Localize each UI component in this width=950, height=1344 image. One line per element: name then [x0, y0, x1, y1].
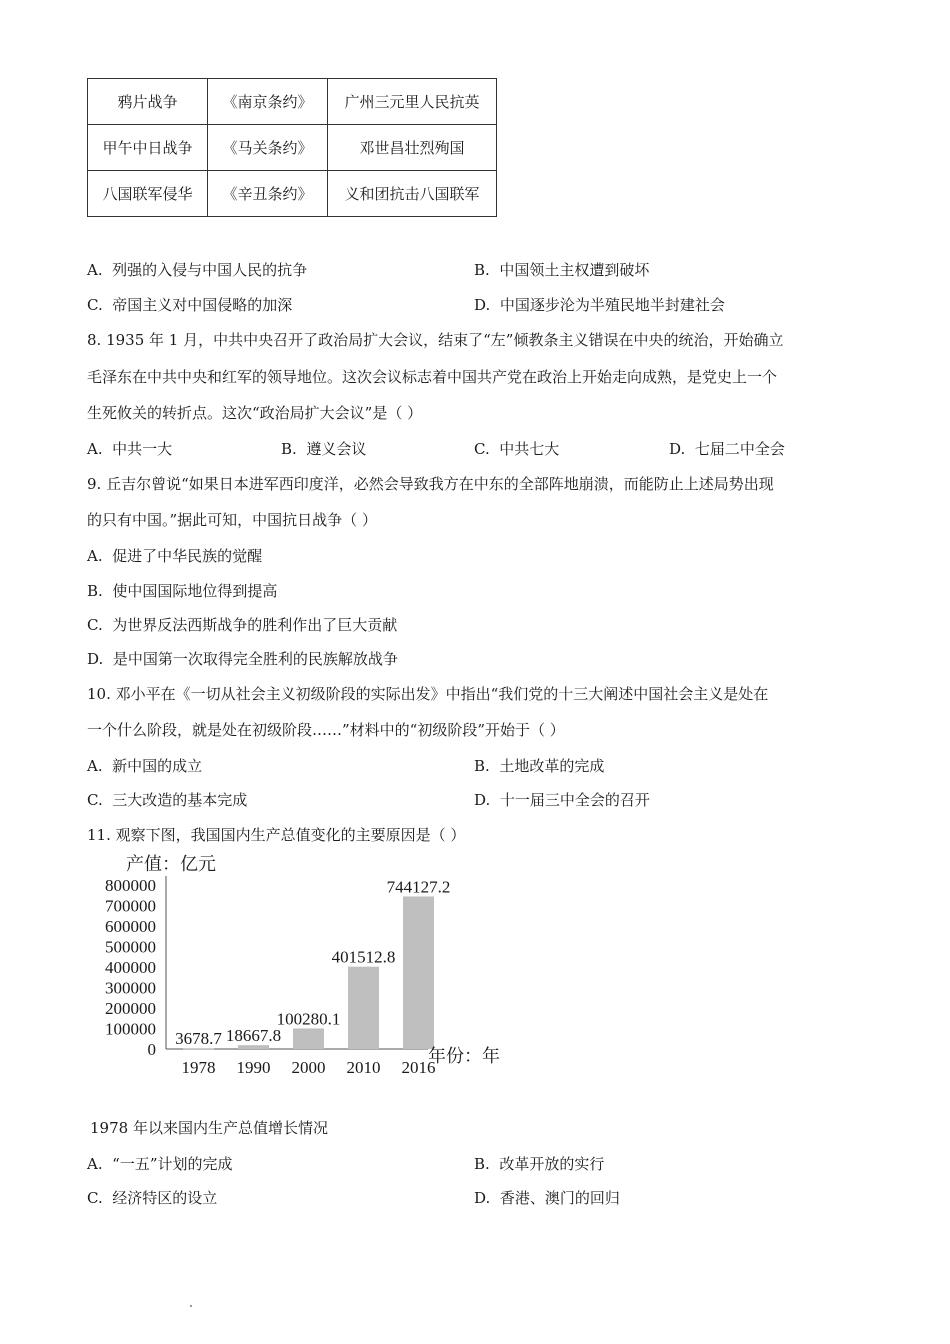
table-cell: 义和团抗击八国联军 — [328, 171, 497, 217]
chart-bar — [403, 896, 434, 1049]
q9-option-a: A. 促进了中华民族的觉醒 — [87, 547, 263, 565]
chart-y-tick-label: 600000 — [105, 917, 156, 936]
chart-x-tick-label: 2010 — [346, 1058, 381, 1077]
chart-y-tick-label: 0 — [147, 1040, 156, 1059]
q9-stem-line: 9. 丘吉尔曾说“如果日本进军西印度洋，必然会导致我方在中东的全部阵地崩溃，而能防止上述局势出现 — [87, 475, 774, 493]
chart-bar — [183, 1048, 214, 1049]
page-mark — [190, 1305, 192, 1307]
chart-bar — [348, 967, 379, 1049]
table-cell: 八国联军侵华 — [88, 171, 208, 217]
q9-option-c: C. 为世界反法西斯战争的胜利作出了巨大贡献 — [87, 616, 398, 634]
table-row — [88, 125, 497, 171]
q8-option-a: A. 中共一大 — [87, 440, 173, 458]
q7-option-c: C. 帝国主义对中国侵略的加深 — [87, 296, 293, 314]
chart-caption: 1978 年以来国内生产总值增长情况 — [90, 1119, 328, 1137]
chart-y-tick-label: 700000 — [105, 896, 156, 916]
chart-y-tick-label: 200000 — [105, 999, 156, 1018]
chart-y-tick-label: 800000 — [105, 876, 156, 895]
chart-y-ticks — [105, 876, 156, 1059]
q11-option-c: C. 经济特区的设立 — [87, 1189, 218, 1207]
chart-y-tick-label: 100000 — [105, 1019, 156, 1039]
q8-stem-line: 8. 1935 年 1 月，中共中央召开了政治局扩大会议，结束了“左”倾教条主义错误在中央的统治，开始确立 — [87, 331, 784, 349]
q11-option-d: D. 香港、澳门的回归 — [474, 1189, 620, 1207]
table-row — [88, 171, 497, 217]
q7-option-d: D. 中国逐步沦为半殖民地半封建社会 — [474, 296, 725, 314]
gdp-bar-chart — [90, 850, 510, 1082]
chart-x-ticks — [182, 1058, 436, 1077]
table-cell: 《南京条约》 — [208, 79, 328, 125]
chart-x-tick-label: 1990 — [236, 1058, 271, 1077]
chart-bar — [238, 1045, 269, 1049]
q10-stem-line: 一个什么阶段，就是处在初级阶段……”材料中的“初级阶段”开始于（ ） — [87, 721, 565, 739]
table-cell: 《马关条约》 — [208, 125, 328, 171]
q9-option-d: D. 是中国第一次取得完全胜利的民族解放战争 — [87, 650, 398, 668]
q9-stem-line: 的只有中国。”据此可知，中国抗日战争（ ） — [87, 511, 377, 529]
q7-option-a: A. 列强的入侵与中国人民的抗争 — [87, 261, 308, 279]
q10-option-c: C. 三大改造的基本完成 — [87, 791, 248, 809]
chart-y-label: 产值：亿元 — [126, 854, 216, 874]
table-cell: 《辛丑条约》 — [208, 171, 328, 217]
table-row — [88, 79, 497, 125]
q10-option-b: B. 土地改革的完成 — [474, 757, 605, 775]
table-cell: 鸦片战争 — [88, 79, 208, 125]
q10-stem-line: 10. 邓小平在《一切从社会主义初级阶段的实际出发》中指出“我们党的十三大阐述中国社会主义是处在 — [87, 685, 769, 703]
chart-y-tick-label: 500000 — [105, 937, 156, 957]
wars-table — [87, 78, 497, 217]
chart-x-tick-label: 2000 — [291, 1058, 326, 1077]
q7-option-b: B. 中国领土主权遭到破坏 — [474, 261, 650, 279]
chart-value-label: 744127.2 — [386, 877, 451, 897]
table-cell: 邓世昌壮烈殉国 — [328, 125, 497, 171]
chart-value-label: 18667.8 — [225, 1026, 282, 1046]
table-cell: 甲午中日战争 — [88, 125, 208, 171]
q10-option-d: D. 十一届三中全会的召开 — [474, 791, 650, 809]
chart-x-label: 年份：年 — [428, 1046, 500, 1066]
chart-value-label: 401512.8 — [331, 947, 396, 967]
q11-option-b: B. 改革开放的实行 — [474, 1155, 605, 1173]
chart-y-tick-label: 400000 — [105, 958, 156, 977]
q10-option-a: A. 新中国的成立 — [87, 757, 203, 775]
q11-stem: 11. 观察下图，我国国内生产总值变化的主要原因是（ ） — [87, 826, 466, 844]
chart-x-tick-label: 1978 — [181, 1058, 216, 1077]
chart-value-label: 3678.7 — [175, 1029, 222, 1049]
q8-stem-line: 生死攸关的转折点。这次“政治局扩大会议”是（ ） — [87, 404, 423, 422]
chart-y-tick-label: 300000 — [105, 978, 156, 998]
chart-bar — [293, 1028, 324, 1049]
q8-option-d: D. 七届二中全会 — [669, 440, 785, 458]
q9-option-b: B. 使中国国际地位得到提高 — [87, 582, 278, 600]
q8-option-c: C. 中共七大 — [474, 440, 560, 458]
q8-option-b: B. 遵义会议 — [281, 440, 367, 458]
q8-stem-line: 毛泽东在中共中央和红军的领导地位。这次会议标志着中国共产党在政治上开始走向成熟，是党史上一个 — [87, 368, 778, 386]
table-cell: 广州三元里人民抗英 — [328, 79, 497, 125]
chart-value-label: 100280.1 — [276, 1009, 341, 1029]
chart-x-tick-label: 2016 — [401, 1058, 436, 1077]
q11-option-a: A. “一五”计划的完成 — [87, 1155, 233, 1173]
